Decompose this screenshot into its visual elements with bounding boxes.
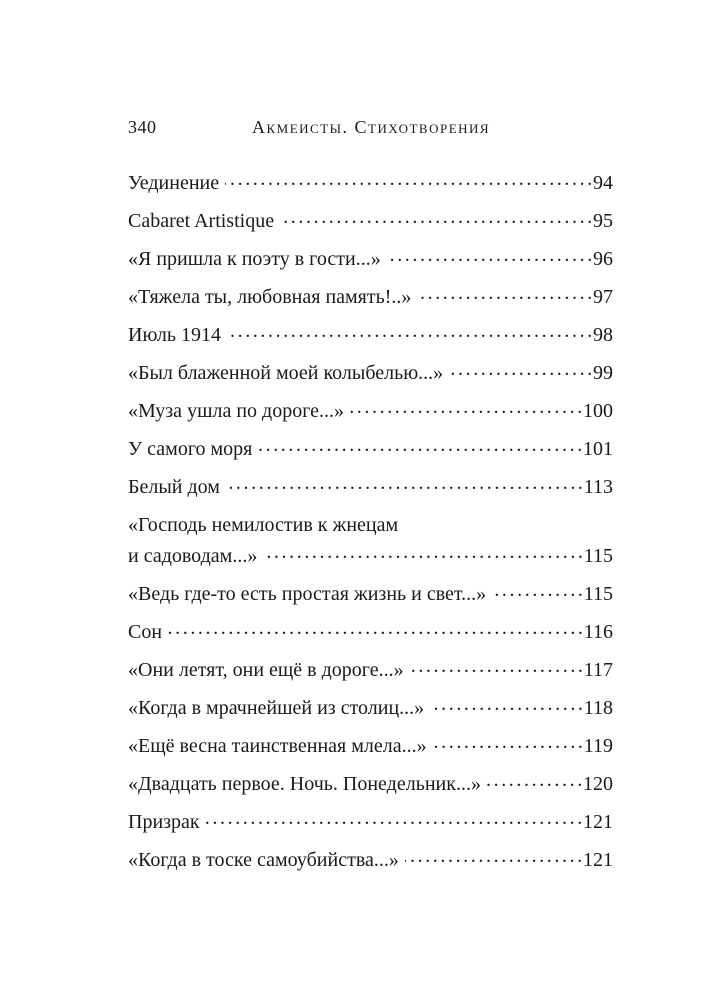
toc-entry-page: 98 xyxy=(593,324,613,346)
toc-entry xyxy=(128,693,613,724)
dot-leader xyxy=(487,770,581,790)
toc-entry-title: «Когда в тоске самоубийства...» xyxy=(128,849,399,871)
toc-entry-title: «Ещё весна таинственная млела...» xyxy=(128,735,427,757)
toc-entry xyxy=(128,617,613,648)
toc-entry-page: 117 xyxy=(583,659,613,681)
dot-leader xyxy=(417,283,591,303)
running-title: Акмеисты. Стихотворения xyxy=(252,117,491,137)
dot-leader xyxy=(227,321,591,341)
toc-entry xyxy=(128,396,613,427)
toc-entry-title: Июль 1914 xyxy=(128,324,221,346)
toc-entry-title: «Был блаженной моей колыбелью...» xyxy=(128,362,444,384)
toc-entry-title-line2: и садоводам...» xyxy=(128,545,258,567)
toc-entry-title-line1: «Господь немилостив к жнецам xyxy=(128,514,399,536)
toc-entry-page: 94 xyxy=(593,172,613,194)
toc-entry xyxy=(128,845,613,876)
dot-leader xyxy=(206,808,581,828)
toc-entry-title: «Я пришла к поэту в гости...» xyxy=(128,248,381,270)
toc-entry-page: 121 xyxy=(583,811,613,833)
toc-entry-title: Белый дом xyxy=(128,476,220,498)
toc-entry-page: 97 xyxy=(593,286,613,308)
toc-entry-page: 119 xyxy=(583,735,613,757)
toc-entry xyxy=(128,358,613,389)
toc-entry-title: «Они летят, они ещё в дороге...» xyxy=(128,659,404,681)
dot-leader xyxy=(168,618,582,638)
toc-entry xyxy=(128,168,613,199)
dot-leader xyxy=(350,397,581,417)
toc-entry-page: 100 xyxy=(583,400,613,422)
toc-entry xyxy=(128,769,613,800)
toc-entry-title: «Ведь где-то есть простая жизнь и свет...» xyxy=(128,583,487,605)
toc-entry-title: «Муза ушла по дороге...» xyxy=(128,400,345,422)
toc-entry xyxy=(128,206,613,237)
dot-leader xyxy=(263,542,581,562)
toc-entry-title: Уединение xyxy=(128,172,220,194)
toc-entry-page: 101 xyxy=(583,438,613,460)
dot-leader xyxy=(225,169,591,189)
toc-entry-title: Cabaret Artistique xyxy=(128,210,275,232)
dot-leader xyxy=(433,732,582,752)
toc-entry xyxy=(128,320,613,351)
toc-entry-page: 115 xyxy=(583,583,613,605)
toc-entry xyxy=(128,807,613,838)
toc-entry-title: Призрак xyxy=(128,811,200,833)
toc-entry-title: «Тяжела ты, любовная память!..» xyxy=(128,286,412,308)
toc-entry xyxy=(128,434,613,465)
toc-entry-page: 120 xyxy=(583,773,613,795)
toc-entry xyxy=(128,731,613,762)
dot-leader xyxy=(430,694,582,714)
dot-leader xyxy=(280,207,591,227)
dot-leader xyxy=(226,473,582,493)
toc-entry-page: 118 xyxy=(583,697,613,719)
toc-entry-page: 121 xyxy=(583,849,613,871)
dot-leader xyxy=(258,435,581,455)
dot-leader xyxy=(387,245,591,265)
toc-entry xyxy=(128,579,613,610)
toc-entry xyxy=(128,510,613,572)
toc-entry xyxy=(128,655,613,686)
page-header xyxy=(128,117,613,145)
dot-leader xyxy=(449,359,591,379)
toc-entry-page: 99 xyxy=(593,362,613,384)
toc-entry-title: Сон xyxy=(128,621,163,643)
toc-entry-page: 95 xyxy=(593,210,613,232)
toc-entry xyxy=(128,472,613,503)
toc-entry-title: «Когда в мрачнейшей из столиц...» xyxy=(128,697,425,719)
dot-leader xyxy=(405,846,581,866)
toc-entry-page: 96 xyxy=(593,248,613,270)
dot-leader xyxy=(492,580,582,600)
toc-entry-title: «Двадцать первое. Ночь. Понедельник...» xyxy=(128,773,481,795)
dot-leader xyxy=(410,656,582,676)
toc-entry-page: 116 xyxy=(583,621,613,643)
toc-entry-title: У самого моря xyxy=(128,438,253,460)
page-number: 340 xyxy=(128,117,157,137)
toc-entry-page: 115 xyxy=(583,545,613,567)
toc-entry-page: 113 xyxy=(583,476,613,498)
toc-entry xyxy=(128,244,613,275)
toc-entry xyxy=(128,282,613,313)
table-of-contents xyxy=(128,168,613,883)
